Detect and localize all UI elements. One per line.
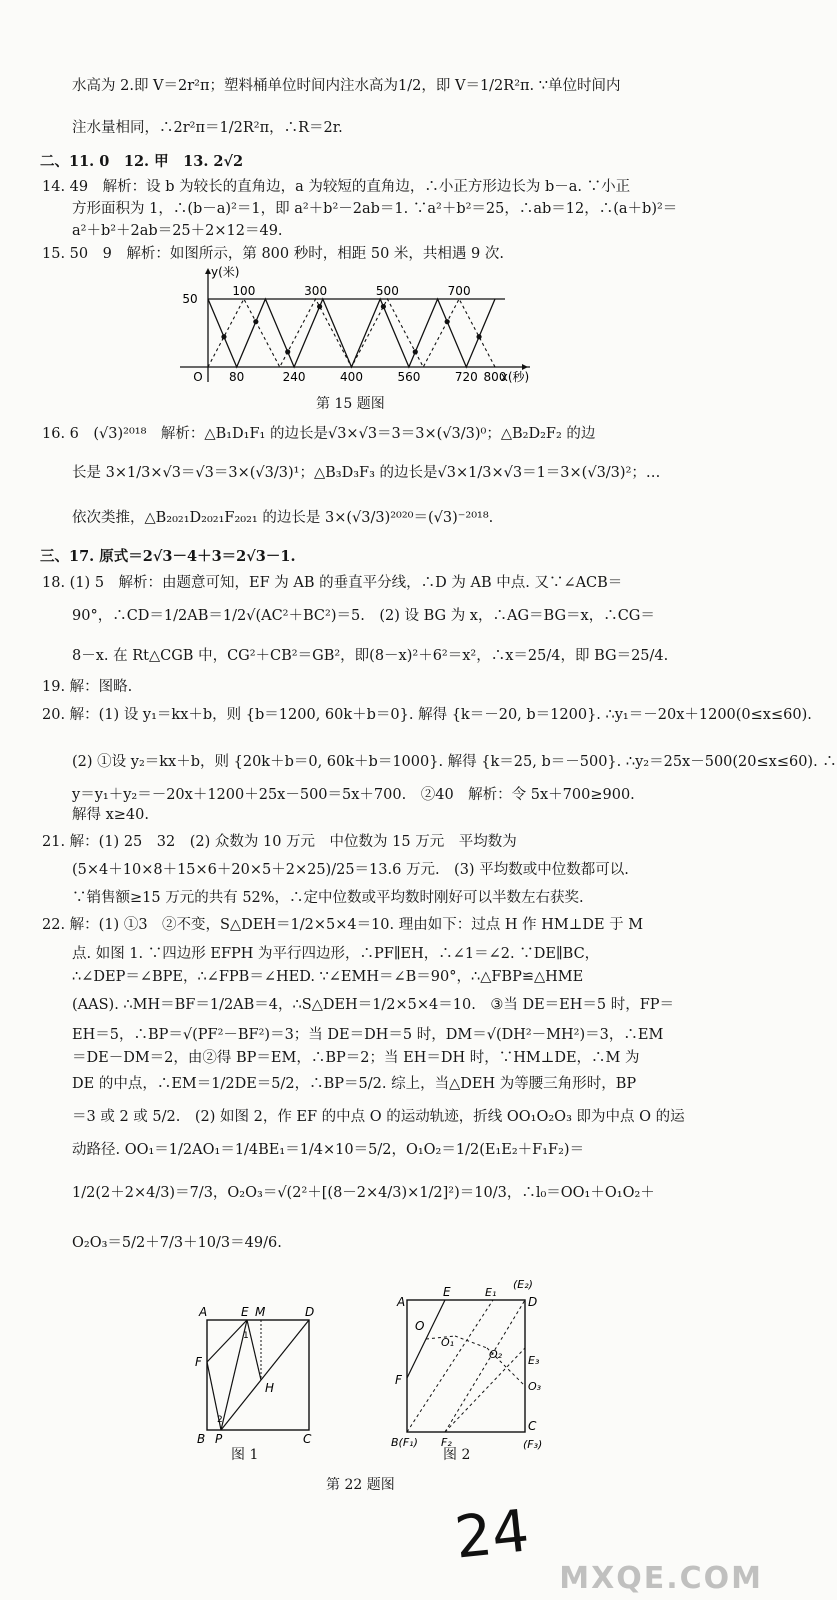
text-line: 动路径. OO₁＝1/2AO₁＝1/4BE₁＝1/4×10＝5/2，O₁O₂＝1/2(E₁E₂＋F₁F₂)＝: [72, 1142, 585, 1158]
text-line: EH＝5，∴BP＝√(PF²－BF²)＝3；当 DE＝DH＝5 时，DM＝√(DH²－MH²)＝3，∴EM: [72, 1027, 664, 1043]
point-label: E: [241, 1305, 249, 1319]
point-label: O: [415, 1319, 425, 1333]
point-label: (E₂): [513, 1278, 533, 1291]
figure-15-chart: [160, 262, 540, 392]
text-line: 水高为 2.即 V＝2r²π；塑料桶单位时间内注水高为1/2，即 V＝1/2R²π. ∵单位时间内: [72, 78, 621, 94]
section-heading: 三、17. 原式＝2√3－4＋3＝2√3－1.: [40, 548, 296, 565]
text-line: 22. 解：(1) ①3 ②不变，S△DEH＝1/2×5×4＝10. 理由如下：过点 H 作 HM⊥DE 于 M: [42, 917, 644, 933]
text-line: (AAS). ∴MH＝BF＝1/2AB＝4，∴S△DEH＝1/2×5×4＝10. ③当 DE＝EH＝5 时，FP＝: [72, 997, 675, 1013]
point-label: F: [395, 1373, 402, 1387]
text-line: 方形面积为 1，∴(b－a)²＝1，即 a²＋b²－2ab＝1. ∵a²＋b²＝25，∴ab＝12，∴(a＋b)²＝: [72, 201, 678, 217]
y-tick-label: 50: [182, 292, 198, 306]
y-axis-label: y(米): [211, 265, 240, 279]
origin-label: O: [193, 370, 203, 384]
section-heading: 二、11. 0 12. 甲 13. 2√2: [40, 153, 244, 170]
text-line: 注水量相同，∴2r²π＝1/2R²π，∴R＝2r.: [72, 120, 343, 136]
point-label: B(F₁): [391, 1436, 418, 1449]
angle-label: 2: [217, 1415, 223, 1425]
top-tick-label: 100: [232, 284, 256, 298]
point-label: B: [197, 1432, 206, 1446]
point-label: A: [199, 1305, 208, 1319]
point-label: O₁: [441, 1336, 455, 1349]
meeting-point: [476, 334, 481, 339]
text-line: 16. 6 (√3)²⁰¹⁸ 解析：△B₁D₁F₁ 的边长是√3×√3＝3＝3×(√3/3)⁰；△B₂D₂F₂ 的边: [42, 426, 596, 442]
text-line: 15. 50 9 解析：如图所示，第 800 秒时，相距 50 米，共相遇 9 次.: [42, 246, 504, 262]
point-label: O₂: [489, 1348, 503, 1361]
meeting-point: [381, 304, 386, 309]
x-tick-label: 720: [454, 370, 478, 384]
text-line: 8－x. 在 Rt△CGB 中，CG²＋CB²＝GB²，即(8－x)²＋6²＝x²，∴x＝25/4，即 BG＝25/4.: [72, 648, 669, 664]
text-line: y＝y₁＋y₂＝－20x＋1200＋25x－500＝5x＋700. ②40 解析：令 5x＋700≥900.: [72, 787, 635, 803]
point-label: E: [443, 1285, 451, 1299]
text-line: 点. 如图 1. ∵四边形 EFPH 为平行四边形，∴PF∥EH，∴∠1＝∠2. ∵DE∥BC，: [72, 946, 600, 962]
text-line: ＝3 或 2 或 5/2. (2) 如图 2，作 EF 的中点 O 的运动轨迹，折线 OO₁O₂O₃ 即为中点 O 的运: [72, 1109, 685, 1125]
x-tick-label: 800: [483, 370, 507, 384]
point-label: P: [215, 1432, 223, 1446]
top-tick-label: 700: [447, 284, 471, 298]
figure-15-caption: 第 15 题图: [316, 396, 385, 412]
text-line: 解得 x≥40.: [72, 807, 149, 823]
point-label: E₁: [485, 1286, 497, 1299]
text-line: 90°，∴CD＝1/2AB＝1/2√(AC²＋BC²)＝5. (2) 设 BG 为 x，∴AG＝BG＝x，∴CG＝: [72, 608, 655, 624]
handwritten-page-number: 24: [451, 1496, 533, 1572]
text-line: 21. 解：(1) 25 32 (2) 众数为 10 万元 中位数为 15 万元 平均数为: [42, 834, 517, 850]
text-line: 19. 解：图略.: [42, 679, 133, 695]
text-line: 1/2(2＋2×4/3)＝7/3，O₂O₃＝√(2²＋[(8－2×4/3)×1/2]²)＝10/3，∴l₀＝OO₁＋O₁O₂＋: [72, 1185, 655, 1201]
point-label: A: [397, 1295, 406, 1309]
text-line: 长是 3×1/3×√3＝√3＝3×(√3/3)¹；△B₃D₃F₃ 的边长是√3×1/3×√3＝1＝3×(√3/3)²；…: [72, 465, 661, 481]
point-label: C: [303, 1432, 312, 1446]
figure-22-caption: 第 22 题图: [326, 1477, 395, 1493]
x-tick-label: 400: [340, 370, 363, 384]
text-line: 14. 49 解析：设 b 为较长的直角边，a 为较短的直角边，∴小正方形边长为 b－a. ∵小正: [42, 179, 631, 195]
point-label: F: [195, 1355, 202, 1369]
meeting-point: [221, 334, 226, 339]
meeting-point: [285, 349, 290, 354]
watermark-logo: MXQE.COM: [559, 1561, 763, 1596]
figure-22-fig1-label: 图 1: [231, 1447, 259, 1463]
figure-22-fig1: [185, 1300, 325, 1460]
text-line: (2) ①设 y₂＝kx＋b，则 {20k＋b＝0, 60k＋b＝1000}. 解得 {k＝25, b＝－500}. ∴y₂＝25x－500(20≤x≤60). ∴: [72, 754, 837, 770]
text-line: 依次类推，△B₂₀₂₁D₂₀₂₁F₂₀₂₁ 的边长是 3×(√3/3)²⁰²⁰＝(√3)⁻²⁰¹⁸.: [72, 510, 494, 526]
text-line: a²＋b²＋2ab＝25＋2×12＝49.: [72, 223, 283, 239]
series-line-0: [208, 299, 495, 367]
meeting-point: [317, 304, 322, 309]
point-label: (F₃): [523, 1438, 543, 1451]
meeting-point: [413, 349, 418, 354]
text-line: 20. 解：(1) 设 y₁＝kx＋b，则 {b＝1200, 60k＋b＝0}. 解得 {k＝－20, b＝1200}. ∴y₁＝－20x＋1200(0≤x≤60).: [42, 707, 812, 723]
x-tick-label: 240: [282, 370, 306, 384]
top-tick-label: 500: [375, 284, 399, 298]
angle-label: 1: [243, 1331, 249, 1341]
text-line: O₂O₃＝5/2＋7/3＋10/3＝49/6.: [72, 1235, 282, 1251]
point-label: M: [255, 1305, 266, 1319]
point-label: F₂: [441, 1436, 452, 1449]
meeting-point: [253, 319, 258, 324]
meeting-point: [445, 319, 450, 324]
text-line: ＝DE－DM＝2，由②得 BP＝EM，∴BP＝2；当 EH＝DH 时，∵HM⊥DE，∴M 为: [72, 1050, 640, 1066]
x-tick-label: 560: [397, 370, 421, 384]
text-line: (5×4＋10×8＋15×6＋20×5＋2×25)/25＝13.6 万元. (3) 平均数或中位数都可以.: [72, 862, 629, 878]
text-line: 18. (1) 5 解析：由题意可知，EF 为 AB 的垂直平分线，∴D 为 AB 中点. 又∵∠ACB＝: [42, 575, 623, 591]
point-label: C: [528, 1419, 537, 1433]
point-label: D: [305, 1305, 315, 1319]
text-line: DE 的中点，∴EM＝1/2DE＝5/2，∴BP＝5/2. 综上，当△DEH 为等腰三角形时，BP: [72, 1076, 637, 1092]
point-label: E₃: [528, 1354, 540, 1367]
point-label: H: [265, 1381, 275, 1395]
text-line: ∴∠DEP＝∠BPE，∴∠FPB＝∠HED. ∵∠EMH＝∠B＝90°，∴△FBP≌△HME: [72, 969, 584, 985]
text-line: ∵销售额≥15 万元的共有 52%，∴定中位数或平均数时刚好可以半数左右获奖.: [72, 890, 584, 906]
figure-22-fig2-label: 图 2: [443, 1447, 471, 1463]
x-tick-label: 80: [229, 370, 245, 384]
point-label: O₃: [528, 1380, 542, 1393]
point-label: D: [528, 1295, 538, 1309]
top-tick-label: 300: [304, 284, 328, 298]
x-axis-label: x(秒): [500, 370, 530, 384]
figure-22-fig2: [385, 1278, 560, 1453]
